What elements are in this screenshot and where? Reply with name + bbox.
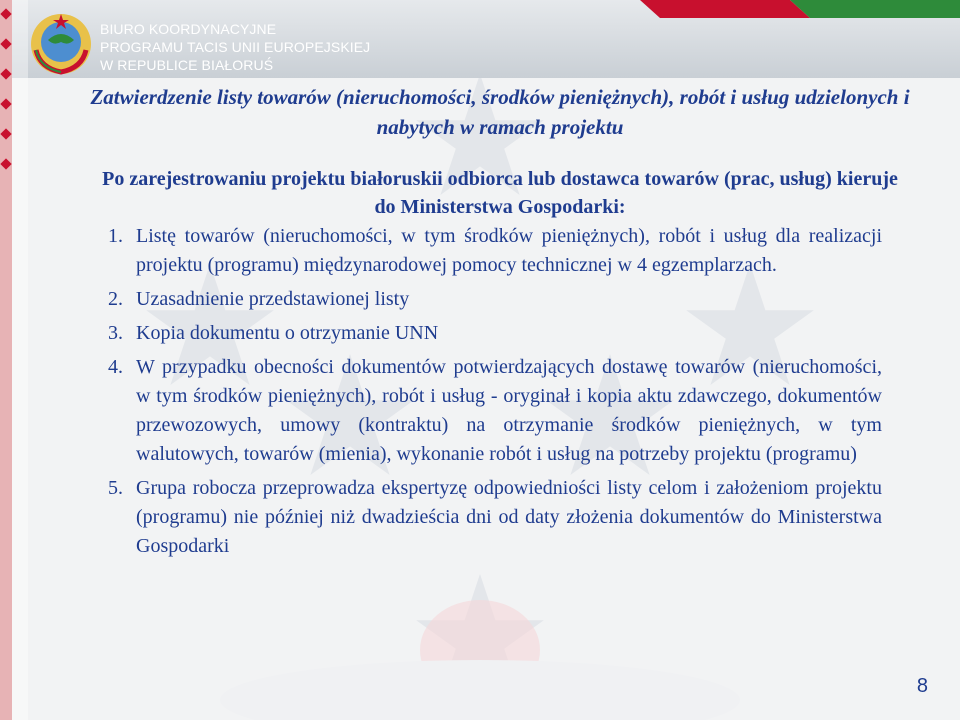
org-line-3: W REPUBLICE BIAŁORUŚ	[100, 57, 274, 73]
list-item-text: Kopia dokumentu o otrzymanie UNN	[136, 322, 439, 344]
list-item	[108, 319, 882, 348]
list-item-text: Uzasadnienie przedstawionej listy	[136, 288, 410, 310]
list-item-number: 2.	[108, 288, 123, 310]
list-item-number: 5.	[108, 477, 123, 499]
requirements-list	[108, 222, 882, 561]
org-line-2: PROGRAMU TACIS UNII EUROPEJSKIEJ	[100, 39, 371, 55]
list-item-number: 1.	[108, 225, 123, 247]
ornament-border-decoration	[0, 0, 28, 720]
list-item-number: 3.	[108, 322, 123, 344]
belarus-emblem-icon	[28, 10, 94, 76]
list-item	[108, 222, 882, 280]
list-item-number: 4.	[108, 356, 123, 378]
org-line-1: BIURO KOORDYNACYJNE	[100, 21, 277, 37]
organization-name	[100, 20, 370, 74]
list-item-text: Listę towarów (nieruchomości, w tym środków pieniężnych), robót i usług dla realizacji projektu (programu) międzynarodowej pomocy technicznej w 4 egzemplarzach.	[136, 225, 882, 276]
intro-text: Po zarejestrowaniu projektu białoruskii odbiorca lub dostawca towarów (prac, usług) kieruje do Ministerstwa Gospodarki:	[102, 168, 898, 218]
list-item	[108, 353, 882, 469]
list-item-text: Grupa robocza przeprowadza ekspertyzę odpowiedniości listy celom i założeniom projektu (programu) nie później niż dwadzieścia dni od daty złożenia dokumentów do Ministerstwa Gospodarki	[136, 477, 882, 557]
page-number: 8	[916, 675, 928, 697]
list-item-text: W przypadku obecności dokumentów potwierdzających dostawę towarów (nieruchomości, w tym środków pieniężnych), robót i usług - oryginał i kopia aktu zdawczego, dokumentów przewozowych, umowy (kontraktu) na otrzymanie środków pieniężnych, w tym walutowych, towarów (mienia), wykonanie robót i usług na potrzeby projektu (programu)	[136, 356, 882, 465]
list-item	[108, 474, 882, 561]
flag-stripe-decoration	[640, 0, 960, 18]
list-item	[108, 285, 882, 314]
slide-title: Zatwierdzenie listy towarów (nieruchomości, środków pieniężnych), robót i usług udzielonych i nabytych w ramach projektu	[90, 85, 910, 139]
